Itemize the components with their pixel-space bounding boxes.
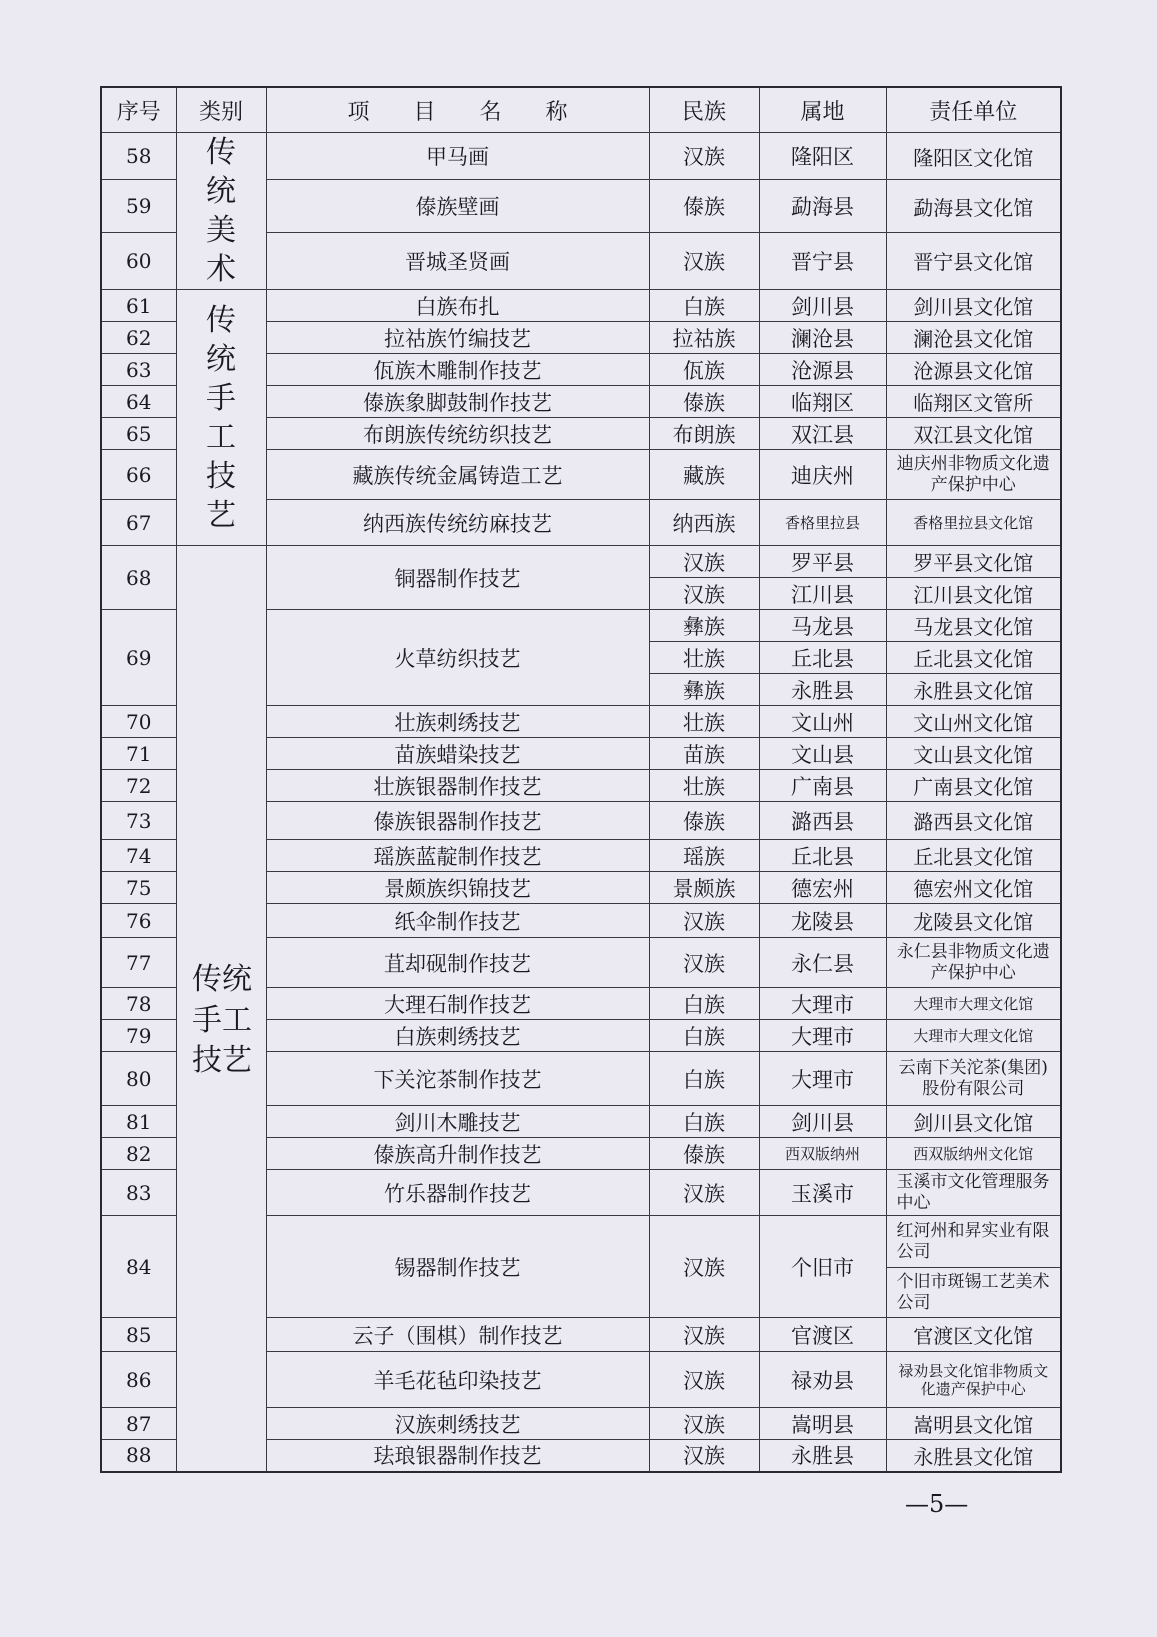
seq-cell: 86 (101, 1352, 176, 1408)
region-cell: 龙陵县 (759, 904, 886, 938)
name-cell: 汉族刺绣技艺 (266, 1408, 649, 1440)
seq-cell: 85 (101, 1318, 176, 1352)
ethnic-cell: 傣族 (649, 802, 759, 840)
seq-cell: 72 (101, 770, 176, 802)
region-cell: 大理市 (759, 1052, 886, 1106)
ethnic-cell: 景颇族 (649, 872, 759, 904)
header-ethnic: 民族 (649, 87, 759, 133)
table-row (101, 546, 1061, 578)
region-cell: 迪庆州 (759, 450, 886, 500)
seq-cell: 63 (101, 354, 176, 386)
header-seq: 序号 (101, 87, 176, 133)
region-cell: 广南县 (759, 770, 886, 802)
ethnic-cell: 汉族 (649, 546, 759, 578)
ethnic-cell: 瑶族 (649, 840, 759, 872)
ethnic-cell: 汉族 (649, 578, 759, 610)
name-cell: 傣族象脚鼓制作技艺 (266, 386, 649, 418)
seq-cell: 77 (101, 938, 176, 988)
region-cell: 沧源县 (759, 354, 886, 386)
name-cell: 傣族银器制作技艺 (266, 802, 649, 840)
ethnic-cell: 傣族 (649, 180, 759, 232)
ethnic-cell: 拉祜族 (649, 322, 759, 354)
region-cell: 丘北县 (759, 642, 886, 674)
ethnic-cell: 汉族 (649, 1318, 759, 1352)
ethnic-cell: 白族 (649, 988, 759, 1020)
name-cell: 白族刺绣技艺 (266, 1020, 649, 1052)
ethnic-cell: 纳西族 (649, 500, 759, 546)
name-cell: 甲马画 (266, 133, 649, 180)
name-cell: 纳西族传统纺麻技艺 (266, 500, 649, 546)
seq-cell: 76 (101, 904, 176, 938)
unit-cell: 个旧市斑锡工艺美术公司 (886, 1268, 1061, 1318)
name-cell: 珐琅银器制作技艺 (266, 1440, 649, 1472)
region-cell: 剑川县 (759, 290, 886, 322)
seq-cell: 67 (101, 500, 176, 546)
seq-cell: 79 (101, 1020, 176, 1052)
ethnic-cell: 汉族 (649, 1170, 759, 1216)
unit-cell: 永胜县文化馆 (886, 1440, 1061, 1472)
name-cell: 景颇族织锦技艺 (266, 872, 649, 904)
name-cell: 羊毛花毡印染技艺 (266, 1352, 649, 1408)
unit-cell: 大理市大理文化馆 (886, 1020, 1061, 1052)
unit-cell: 澜沧县文化馆 (886, 322, 1061, 354)
seq-cell: 82 (101, 1138, 176, 1170)
region-cell: 嵩明县 (759, 1408, 886, 1440)
table-row (101, 133, 1061, 180)
region-cell: 剑川县 (759, 1106, 886, 1138)
unit-cell: 玉溪市文化管理服务中心 (886, 1170, 1061, 1216)
ethnic-cell: 汉族 (649, 232, 759, 289)
region-cell: 临翔区 (759, 386, 886, 418)
category-label-craft2: 传统手工技艺 (192, 962, 252, 1078)
unit-cell: 广南县文化馆 (886, 770, 1061, 802)
ethnic-cell: 佤族 (649, 354, 759, 386)
seq-cell: 61 (101, 290, 176, 322)
unit-cell: 丘北县文化馆 (886, 642, 1061, 674)
seq-cell: 59 (101, 180, 176, 232)
region-cell: 德宏州 (759, 872, 886, 904)
unit-cell: 潞西县文化馆 (886, 802, 1061, 840)
seq-cell: 81 (101, 1106, 176, 1138)
header-region: 属地 (759, 87, 886, 133)
seq-cell: 75 (101, 872, 176, 904)
seq-cell: 83 (101, 1170, 176, 1216)
seq-cell: 74 (101, 840, 176, 872)
header-category: 类别 (176, 87, 266, 133)
unit-cell: 大理市大理文化馆 (886, 988, 1061, 1020)
region-cell: 隆阳区 (759, 133, 886, 180)
seq-cell: 65 (101, 418, 176, 450)
region-cell: 文山县 (759, 738, 886, 770)
name-cell: 壮族刺绣技艺 (266, 706, 649, 738)
region-cell: 澜沧县 (759, 322, 886, 354)
region-cell: 晋宁县 (759, 232, 886, 289)
region-cell: 罗平县 (759, 546, 886, 578)
seq-cell: 60 (101, 232, 176, 289)
unit-cell: 马龙县文化馆 (886, 610, 1061, 642)
unit-cell: 云南下关沱茶(集团)股份有限公司 (886, 1052, 1061, 1106)
unit-cell: 迪庆州非物质文化遗产保护中心 (886, 450, 1061, 500)
ethnic-cell: 壮族 (649, 706, 759, 738)
unit-cell: 永胜县文化馆 (886, 674, 1061, 706)
ethnic-cell: 壮族 (649, 770, 759, 802)
region-cell: 西双版纳州 (759, 1138, 886, 1170)
seq-cell: 69 (101, 610, 176, 706)
ethnic-cell: 汉族 (649, 1352, 759, 1408)
seq-cell: 66 (101, 450, 176, 500)
unit-cell: 剑川县文化馆 (886, 290, 1061, 322)
region-cell: 玉溪市 (759, 1170, 886, 1216)
name-cell: 佤族木雕制作技艺 (266, 354, 649, 386)
region-cell: 马龙县 (759, 610, 886, 642)
unit-cell: 德宏州文化馆 (886, 872, 1061, 904)
seq-cell: 70 (101, 706, 176, 738)
name-cell: 布朗族传统纺织技艺 (266, 418, 649, 450)
table-header-row (101, 87, 1061, 133)
name-cell: 白族布扎 (266, 290, 649, 322)
name-cell: 苗族蜡染技艺 (266, 738, 649, 770)
name-cell: 竹乐器制作技艺 (266, 1170, 649, 1216)
seq-cell: 71 (101, 738, 176, 770)
ethnic-cell: 彝族 (649, 610, 759, 642)
unit-cell: 龙陵县文化馆 (886, 904, 1061, 938)
unit-cell: 文山县文化馆 (886, 738, 1061, 770)
table-row (101, 290, 1061, 322)
category-cell: 传统美术 (176, 133, 266, 290)
header-name: 项 目 名 称 (266, 87, 649, 133)
unit-cell: 红河州和昇实业有限公司 (886, 1216, 1061, 1268)
ethnic-cell: 布朗族 (649, 418, 759, 450)
region-cell: 潞西县 (759, 802, 886, 840)
region-cell: 香格里拉县 (759, 500, 886, 546)
page-number: —5— (905, 1490, 969, 1518)
unit-cell: 晋宁县文化馆 (886, 232, 1061, 289)
seq-cell: 58 (101, 133, 176, 180)
name-cell: 火草纺织技艺 (266, 610, 649, 706)
region-cell: 永仁县 (759, 938, 886, 988)
name-cell: 大理石制作技艺 (266, 988, 649, 1020)
region-cell: 丘北县 (759, 840, 886, 872)
ethnic-cell: 壮族 (649, 642, 759, 674)
unit-cell: 沧源县文化馆 (886, 354, 1061, 386)
unit-cell: 香格里拉县文化馆 (886, 500, 1061, 546)
unit-cell: 双江县文化馆 (886, 418, 1061, 450)
seq-cell: 68 (101, 546, 176, 610)
region-cell: 永胜县 (759, 1440, 886, 1472)
unit-cell: 西双版纳州文化馆 (886, 1138, 1061, 1170)
region-cell: 大理市 (759, 1020, 886, 1052)
name-cell: 锡器制作技艺 (266, 1216, 649, 1318)
ethnic-cell: 汉族 (649, 133, 759, 180)
region-cell: 禄劝县 (759, 1352, 886, 1408)
seq-cell: 78 (101, 988, 176, 1020)
name-cell: 藏族传统金属铸造工艺 (266, 450, 649, 500)
ethnic-cell: 傣族 (649, 386, 759, 418)
ethnic-cell: 傣族 (649, 1138, 759, 1170)
ethnic-cell: 汉族 (649, 904, 759, 938)
name-cell: 晋城圣贤画 (266, 232, 649, 289)
region-cell: 个旧市 (759, 1216, 886, 1318)
ethnic-cell: 彝族 (649, 674, 759, 706)
unit-cell: 永仁县非物质文化遗产保护中心 (886, 938, 1061, 988)
heritage-table (100, 86, 1062, 1473)
unit-cell: 罗平县文化馆 (886, 546, 1061, 578)
category-cell: 传统手工技艺 (176, 290, 266, 546)
ethnic-cell: 白族 (649, 1020, 759, 1052)
seq-cell: 80 (101, 1052, 176, 1106)
region-cell: 大理市 (759, 988, 886, 1020)
name-cell: 壮族银器制作技艺 (266, 770, 649, 802)
region-cell: 官渡区 (759, 1318, 886, 1352)
seq-cell: 84 (101, 1216, 176, 1318)
region-cell: 文山州 (759, 706, 886, 738)
unit-cell: 丘北县文化馆 (886, 840, 1061, 872)
ethnic-cell: 白族 (649, 1106, 759, 1138)
unit-cell: 临翔区文管所 (886, 386, 1061, 418)
unit-cell: 官渡区文化馆 (886, 1318, 1061, 1352)
seq-cell: 64 (101, 386, 176, 418)
unit-cell: 剑川县文化馆 (886, 1106, 1061, 1138)
ethnic-cell: 苗族 (649, 738, 759, 770)
region-cell: 双江县 (759, 418, 886, 450)
unit-cell: 文山州文化馆 (886, 706, 1061, 738)
unit-cell: 隆阳区文化馆 (886, 133, 1061, 180)
seq-cell: 62 (101, 322, 176, 354)
unit-cell: 江川县文化馆 (886, 578, 1061, 610)
unit-cell: 勐海县文化馆 (886, 180, 1061, 232)
seq-cell: 88 (101, 1440, 176, 1472)
name-cell: 铜器制作技艺 (266, 546, 649, 610)
header-unit: 责任单位 (886, 87, 1061, 133)
region-cell: 勐海县 (759, 180, 886, 232)
name-cell: 下关沱茶制作技艺 (266, 1052, 649, 1106)
ethnic-cell: 白族 (649, 1052, 759, 1106)
unit-cell: 嵩明县文化馆 (886, 1408, 1061, 1440)
seq-cell: 87 (101, 1408, 176, 1440)
unit-cell: 禄劝县文化馆非物质文化遗产保护中心 (886, 1352, 1061, 1408)
region-cell: 永胜县 (759, 674, 886, 706)
ethnic-cell: 藏族 (649, 450, 759, 500)
name-cell: 纸伞制作技艺 (266, 904, 649, 938)
region-cell: 江川县 (759, 578, 886, 610)
ethnic-cell: 汉族 (649, 1408, 759, 1440)
name-cell: 剑川木雕技艺 (266, 1106, 649, 1138)
seq-cell: 73 (101, 802, 176, 840)
name-cell: 傣族高升制作技艺 (266, 1138, 649, 1170)
ethnic-cell: 汉族 (649, 1440, 759, 1472)
name-cell: 瑶族蓝靛制作技艺 (266, 840, 649, 872)
name-cell: 苴却砚制作技艺 (266, 938, 649, 988)
name-cell: 傣族壁画 (266, 180, 649, 232)
ethnic-cell: 汉族 (649, 938, 759, 988)
ethnic-cell: 白族 (649, 290, 759, 322)
name-cell: 云子（围棋）制作技艺 (266, 1318, 649, 1352)
ethnic-cell: 汉族 (649, 1216, 759, 1318)
name-cell: 拉祜族竹编技艺 (266, 322, 649, 354)
